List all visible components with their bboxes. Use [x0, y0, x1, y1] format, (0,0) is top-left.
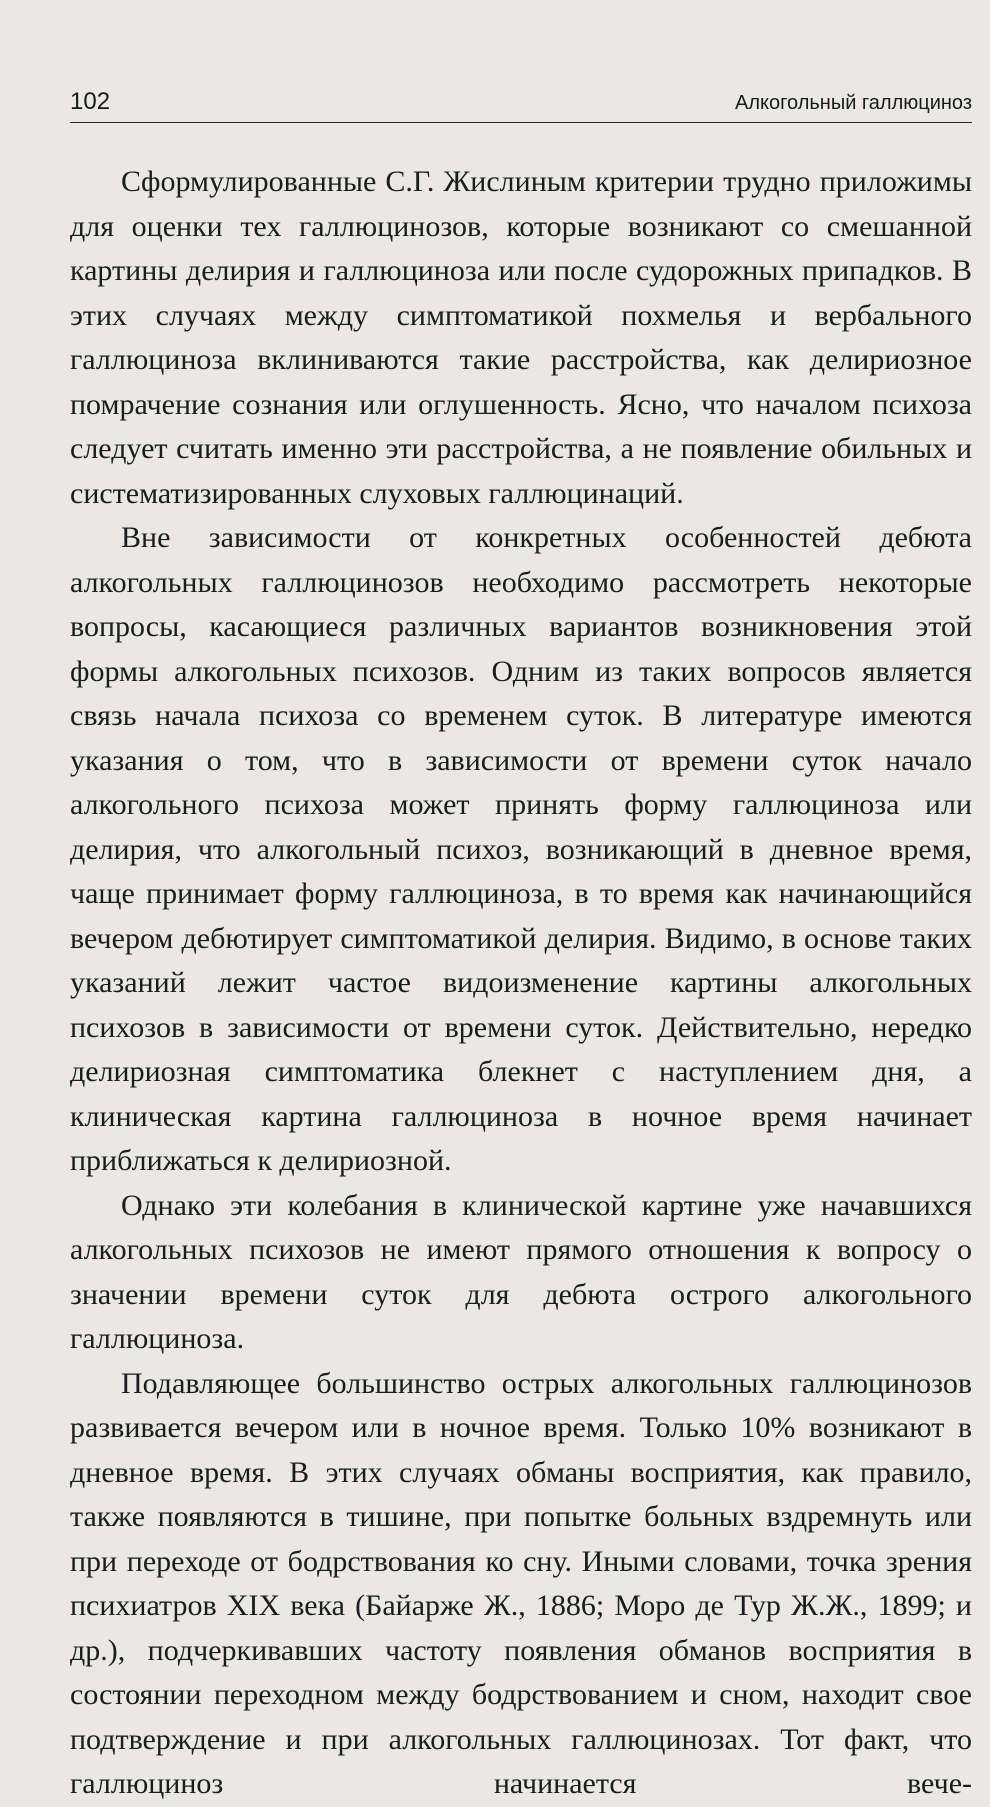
running-title: Алкогольный галлюциноз	[735, 92, 972, 114]
paragraph-1: Сформулированные С.Г. Жислиным критерии трудно приложимы для оценки тех галлюцинозов, которые возникают со смешанной картины делирия и галлюциноза или после судорожных припадков. В этих случаях между симптоматикой похмелья и вербального галлюциноза вклиниваются такие расстройства, как делириозное помрачение сознания или оглушенность. Ясно, что началом психоза следует считать именно эти расстройства, а не появление обильных и систематизированных слуховых галлюцинаций.	[70, 165, 972, 510]
page-number: 102	[70, 88, 111, 115]
paragraph-3: Однако эти колебания в клинической картине уже начавшихся алкогольных психозов не имеют прямого отношения к вопросу о значении времени суток для дебюта острого алкогольного галлюциноза.	[70, 1188, 972, 1355]
body-text	[70, 160, 972, 1807]
paragraph-2: Вне зависимости от конкретных особенностей дебюта алкогольных галлюцинозов необходимо рассмотреть некоторые вопросы, касающиеся различных вариантов возникновения этой формы алкогольных психозов. Одним из таких вопросов является связь начала психоза со временем суток. В литературе имеются указания о том, что в зависимости от времени суток начало алкогольного психоза может принять форму галлюциноза или делирия, что алкогольный психоз, возникающий в дневное время, чаще принимает форму галлюциноза, в то время как начинающийся вечером дебютирует симптоматикой делирия. Видимо, в основе таких указаний лежит частое видоизменение картины алкогольных психозов в зависимости от времени суток. Действительно, нередко делириозная симптоматика блекнет с наступлением дня, а клиническая картина галлюциноза в ночное время начинает приближаться к делириозной.	[70, 521, 972, 1177]
paragraph-4: Подавляющее большинство острых алкогольных галлюцинозов развивается вечером или в ночное время. Только 10% возникают в дневное время. В этих случаях обманы восприятия, как правило, также появляются в тишине, при попытке больных вздремнуть или при переходе от бодрствования ко сну. Иными словами, точка зрения психиатров XIX века (Байарже Ж., 1886; Моро де Тур Ж.Ж., 1899; и др.), подчеркивавших частоту появления обманов восприятия в состоянии переходном между бодрствованием и сном, находит свое подтверждение и при алкогольных галлюцинозах. Тот факт, что галлюциноз начинается вече-	[70, 1366, 972, 1800]
page-header	[70, 86, 972, 123]
